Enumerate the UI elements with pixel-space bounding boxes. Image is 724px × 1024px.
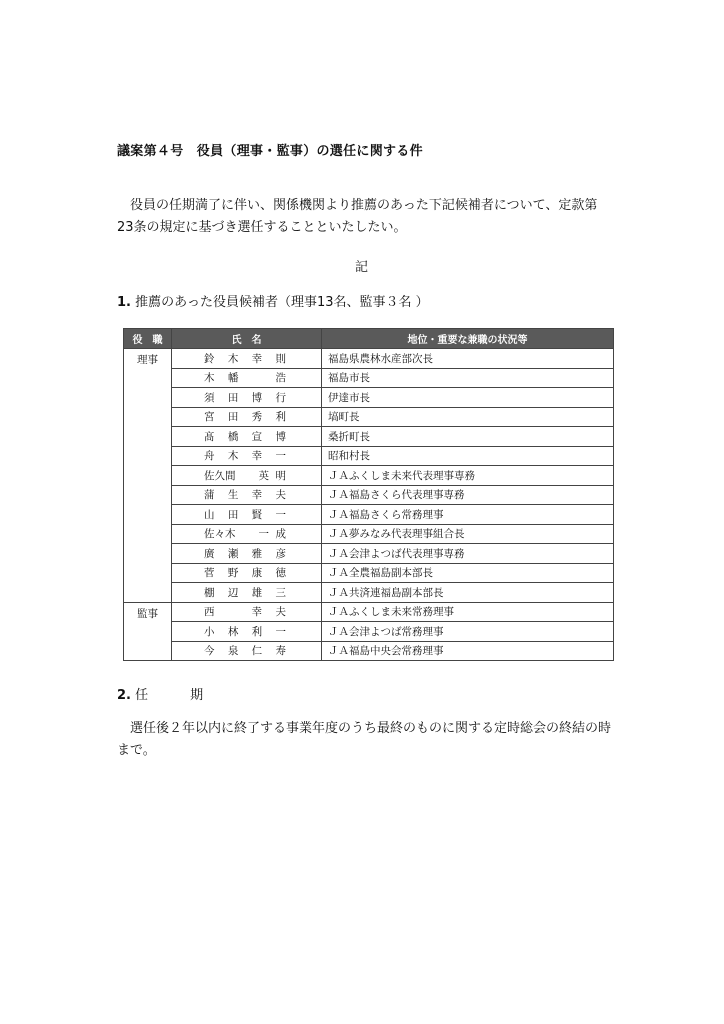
table-row (124, 446, 614, 466)
section-1-label: 推薦のあった役員候補者（理事13名、監事３名 ） (135, 295, 429, 310)
position-cell: ＪＡ会津よつば常務理事 (322, 622, 614, 642)
name-part: 菅 (204, 567, 215, 580)
name-part: 一 (275, 450, 286, 463)
name-part: 林 (227, 625, 239, 638)
name-part: 夫 (275, 606, 286, 619)
section-2-label-b: 期 (190, 688, 204, 703)
name-part: 瀬 (227, 547, 239, 560)
role-cell: 理事 (124, 349, 172, 603)
table-body (124, 349, 614, 661)
name-cell (172, 427, 322, 447)
name-part: 小 (204, 625, 215, 638)
name-part: 須 (204, 391, 215, 404)
name-part: 田 (227, 508, 239, 521)
name-part: 木 (227, 450, 239, 463)
name-part: 利 (251, 625, 263, 638)
name-cell (172, 641, 322, 661)
name-part: 成 (275, 528, 286, 541)
name-part: 雅 (251, 547, 263, 560)
agenda-title: 議案第４号 役員（理事・監事）の選任に関する件 (117, 144, 423, 159)
name-part: 博 (275, 430, 286, 443)
name-characters (204, 507, 286, 522)
ki-heading: 記 (355, 260, 369, 275)
name-part: 田 (227, 411, 239, 424)
name-part: 辺 (227, 586, 239, 599)
name-characters (204, 468, 286, 483)
name-part: 寿 (275, 645, 286, 658)
name-cell (172, 388, 322, 408)
name-part: 一 (258, 528, 269, 541)
name-cell (172, 485, 322, 505)
name-part: 田 (227, 391, 239, 404)
name-part: 幸 (251, 450, 263, 463)
section-2-number: 2. (117, 688, 131, 703)
name-part: 幡 (228, 372, 239, 385)
name-characters (204, 624, 286, 639)
name-part (228, 604, 238, 619)
name-part: 彦 (275, 547, 286, 560)
table-row (124, 524, 614, 544)
name-cell (172, 602, 322, 622)
name-part: 一 (275, 625, 286, 638)
position-cell: ＪＡ福島中央会常務理事 (322, 641, 614, 661)
name-part: 舟 (204, 450, 215, 463)
name-part: 木 (204, 372, 215, 385)
name-part: 木 (227, 352, 239, 365)
name-part: 幸 (251, 489, 263, 502)
name-part: 徳 (275, 567, 286, 580)
name-part: 博 (251, 391, 263, 404)
name-cell (172, 583, 322, 603)
name-characters (204, 487, 286, 502)
position-cell: ＪＡふくしま未来常務理事 (322, 602, 614, 622)
name-characters (204, 390, 286, 405)
header-role: 役 職 (124, 329, 172, 349)
name-part: 泉 (227, 645, 239, 658)
table-row (124, 505, 614, 525)
position-cell: ＪＡ夢みなみ代表理事組合長 (322, 524, 614, 544)
name-cell (172, 466, 322, 486)
name-part: 佐久間 (204, 469, 236, 482)
name-part: 一 (275, 508, 286, 521)
name-characters (204, 585, 286, 600)
term-paragraph: 選任後２年以内に終了する事業年度のうち最終のものに関する定時総会の終結の時まで。 (117, 721, 612, 758)
name-part: 佐々木 (204, 528, 236, 541)
name-part: 鈴 (204, 352, 215, 365)
table-row (124, 622, 614, 642)
name-characters (204, 370, 286, 385)
name-part: 生 (227, 489, 239, 502)
table-header-row (124, 329, 614, 349)
name-part: 橋 (227, 430, 239, 443)
position-cell: 昭和村長 (322, 446, 614, 466)
position-cell: ＪＡ福島さくら代表理事専務 (322, 485, 614, 505)
name-characters (204, 643, 286, 658)
name-cell (172, 563, 322, 583)
section-1-heading (117, 291, 429, 310)
table-row (124, 349, 614, 369)
name-part: 賢 (251, 508, 263, 521)
position-cell: 塙町長 (322, 407, 614, 427)
name-part: 康 (251, 567, 263, 580)
table-row (124, 485, 614, 505)
name-part: 西 (204, 606, 215, 619)
name-cell (172, 407, 322, 427)
name-characters (204, 351, 286, 366)
name-part: 浩 (275, 372, 286, 385)
position-cell: ＪＡ全農福島副本部長 (322, 563, 614, 583)
name-cell (172, 446, 322, 466)
name-part: 棚 (204, 586, 215, 599)
name-part (242, 526, 252, 541)
table-row (124, 466, 614, 486)
name-part: 幸 (251, 352, 263, 365)
table-row (124, 602, 614, 622)
header-name: 氏 名 (172, 329, 322, 349)
name-part: 野 (227, 567, 239, 580)
name-characters (204, 409, 286, 424)
table-row (124, 388, 614, 408)
name-part: 利 (275, 411, 286, 424)
name-part (242, 468, 252, 483)
name-part: 夫 (275, 489, 286, 502)
table-row (124, 368, 614, 388)
name-characters (204, 604, 286, 619)
position-cell: ＪＡ福島さくら常務理事 (322, 505, 614, 525)
intro-paragraph: 役員の任期満了に伴い、関係機関より推薦のあった下記候補者について、定款第23条の規定に基づき選任することといたしたい。 (117, 198, 598, 235)
name-cell (172, 524, 322, 544)
name-characters (204, 526, 286, 541)
section-2-label-a: 任 (135, 688, 149, 703)
name-part: 秀 (251, 411, 263, 424)
name-part: 三 (275, 586, 286, 599)
name-cell (172, 368, 322, 388)
section-2-label (135, 688, 203, 703)
name-characters (204, 565, 286, 580)
name-part: 仁 (251, 645, 263, 658)
name-part: 行 (275, 391, 286, 404)
name-part: 明 (275, 469, 286, 482)
table-row (124, 563, 614, 583)
position-cell: 福島市長 (322, 368, 614, 388)
section-1-number: 1. (117, 295, 131, 310)
name-cell (172, 622, 322, 642)
position-cell: 伊達市長 (322, 388, 614, 408)
table-row (124, 544, 614, 564)
name-cell (172, 349, 322, 369)
name-cell (172, 505, 322, 525)
position-cell: ＪＡふくしま未来代表理事専務 (322, 466, 614, 486)
section-2-heading (117, 684, 203, 703)
name-part (252, 370, 262, 385)
table-row (124, 407, 614, 427)
header-position: 地位・重要な兼職の状況等 (322, 329, 614, 349)
name-part: 幸 (251, 606, 262, 619)
position-cell: 桑折町長 (322, 427, 614, 447)
position-cell: 福島県農林水産部次長 (322, 349, 614, 369)
name-part: 廣 (204, 547, 215, 560)
name-part: 山 (204, 508, 215, 521)
officer-candidates-table (123, 328, 614, 661)
name-part: 英 (258, 469, 269, 482)
name-part: 蒲 (204, 489, 215, 502)
name-part: 則 (275, 352, 286, 365)
position-cell: ＪＡ会津よつば代表理事専務 (322, 544, 614, 564)
name-part: 雄 (251, 586, 263, 599)
table-row (124, 641, 614, 661)
name-characters (204, 429, 286, 444)
name-part: 髙 (204, 430, 215, 443)
table-row (124, 427, 614, 447)
name-part: 宮 (204, 411, 215, 424)
role-cell: 監事 (124, 602, 172, 661)
name-part: 宣 (251, 430, 263, 443)
name-characters (204, 448, 286, 463)
table-row (124, 583, 614, 603)
name-characters (204, 546, 286, 561)
position-cell: ＪＡ共済連福島副本部長 (322, 583, 614, 603)
name-part: 今 (204, 645, 215, 658)
name-cell (172, 544, 322, 564)
